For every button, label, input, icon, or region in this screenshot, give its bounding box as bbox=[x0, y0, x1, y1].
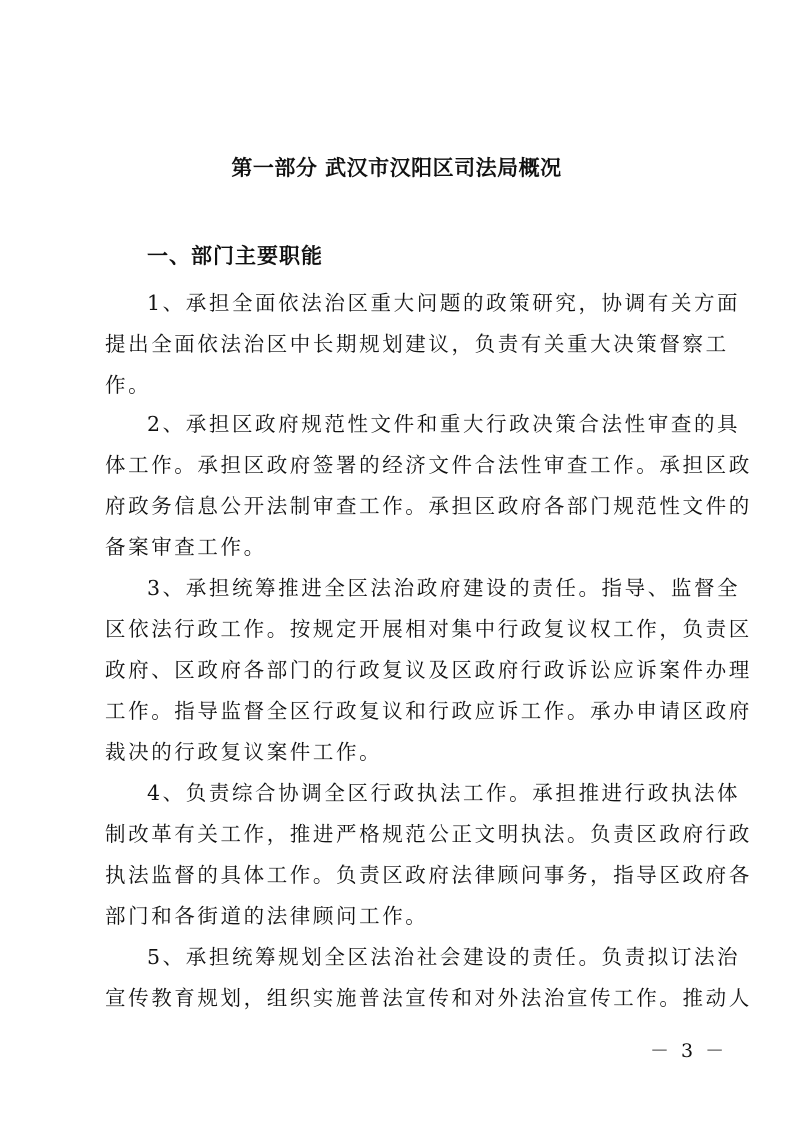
paragraph-3-line-2: 区依法行政工作。按规定开展相对集中行政复议权工作，负责区 bbox=[105, 617, 752, 641]
paragraph-3-line-3: 政府、区政府各部门的行政复议及区政府行政诉讼应诉案件办理 bbox=[105, 658, 752, 682]
paragraph-2-line-2: 体工作。承担区政府签署的经济文件合法性审查工作。承担区政 bbox=[105, 453, 752, 477]
paragraph-4-line-3: 执法监督的具体工作。负责区政府法律顾问事务，指导区政府各 bbox=[105, 863, 752, 887]
paragraph-1-line-2: 提出全面依法治区中长期规划建议，负责有关重大决策督察工 bbox=[105, 332, 729, 356]
paragraph-4-line-2: 制改革有关工作，推进严格规范公正文明执法。负责区政府行政 bbox=[105, 822, 752, 846]
paragraph-1-line-3: 作。 bbox=[105, 373, 152, 397]
paragraph-2-line-1: 2、承担区政府规范性文件和重大行政决策合法性审查的具 bbox=[147, 412, 741, 436]
paragraph-2-line-4: 备案审查工作。 bbox=[105, 535, 267, 559]
paragraph-3-line-5: 裁决的行政复议案件工作。 bbox=[105, 740, 383, 764]
paragraph-3-line-4: 工作。指导监督全区行政复议和行政应诉工作。承办申请区政府 bbox=[105, 699, 752, 723]
paragraph-4-line-1: 4、负责综合协调全区行政执法工作。承担推进行政执法体 bbox=[147, 781, 741, 805]
page-title: 第一部分 武汉市汉阳区司法局概况 bbox=[231, 156, 562, 180]
paragraph-4-line-4: 部门和各街道的法律顾问工作。 bbox=[105, 904, 429, 928]
paragraph-3-line-1: 3、承担统筹推进全区法治政府建设的责任。指导、监督全 bbox=[147, 576, 741, 600]
section-heading: 一、部门主要职能 bbox=[147, 244, 323, 268]
page-number: － 3 － bbox=[650, 1040, 728, 1062]
paragraph-2-line-3: 府政务信息公开法制审查工作。承担区政府各部门规范性文件的 bbox=[105, 494, 752, 518]
paragraph-5-line-2: 宣传教育规划，组织实施普法宣传和对外法治宣传工作。推动人 bbox=[105, 986, 752, 1010]
paragraph-5-line-1: 5、承担统筹规划全区法治社会建设的责任。负责拟订法治 bbox=[147, 945, 741, 969]
paragraph-1-line-1: 1、承担全面依法治区重大问题的政策研究，协调有关方面 bbox=[147, 291, 741, 315]
